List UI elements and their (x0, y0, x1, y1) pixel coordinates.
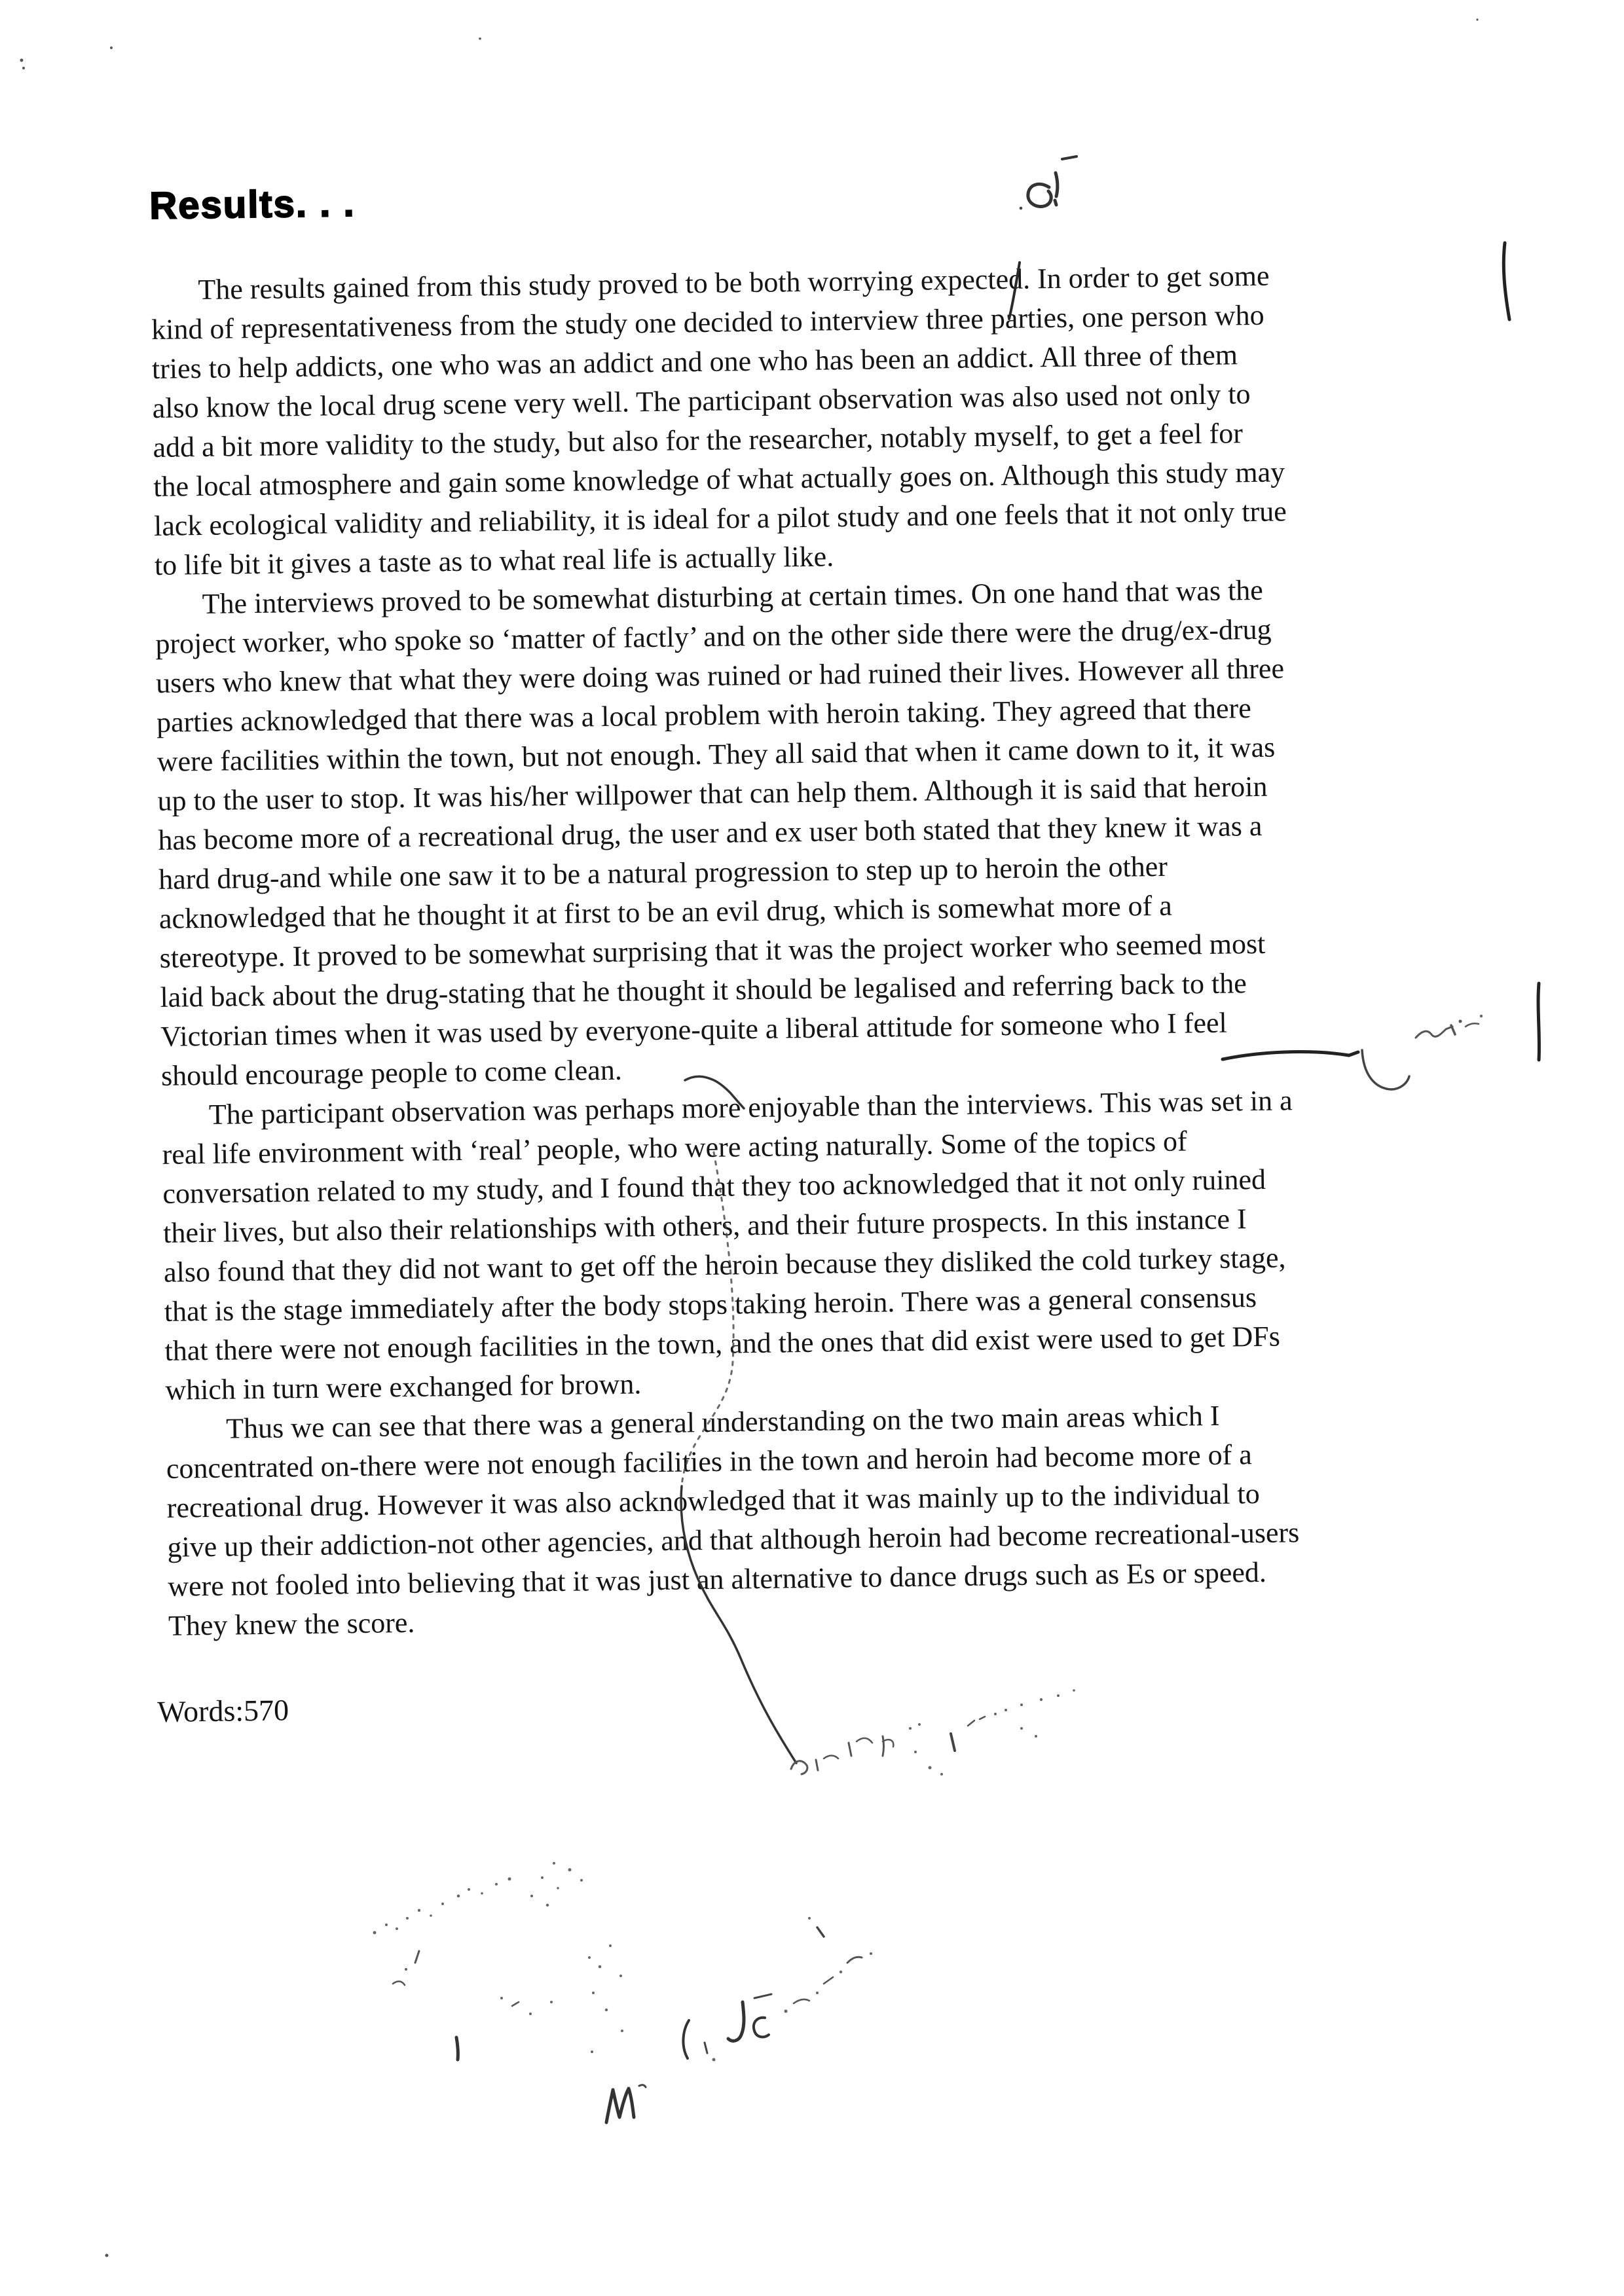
text-line: Thus we can see that there was a general understanding on the two main areas which I (225, 1399, 1220, 1445)
scan-corner-nick (0, 0, 10, 8)
pencil-mark-top-icon (1020, 156, 1077, 210)
text-line: give up their addiction-not other agencies, and that although heroin had become recreational-users (167, 1516, 1300, 1563)
text-line: project worker, who spoke so ‘matter of factly’ and on the other side there were the drug/ex-drug (155, 613, 1272, 660)
text-line: to life bit it gives a taste as to what real life is actually like. (154, 540, 834, 581)
text-line: lack ecological validity and reliability, it is ideal for a pilot study and one feels that it not only true (153, 495, 1287, 542)
text-line: stereotype. It proved to be somewhat surprising that it was the project worker who seemed most (159, 927, 1266, 974)
text-line: has become more of a recreational drug, the user and ex user both stated that they knew it was a (158, 809, 1263, 856)
text-line: laid back about the drug-stating that he thought it should be legalised and referring back to the (160, 967, 1247, 1013)
text-line: hard drug-and while one saw it to be a natural progression to step up to heroin the other (158, 850, 1168, 896)
text-line: that is the stage immediately after the body stops taking heroin. There was a general consensus (164, 1281, 1257, 1328)
text-line: Victorian times when it was used by everyone-quite a liberal attitude for someone who I feel (160, 1006, 1227, 1053)
word-count: Words:570 (157, 1693, 289, 1728)
paragraph (161, 1078, 1540, 1410)
text-line: conversation related to my study, and I found that they too acknowledged that it not only ruined (162, 1163, 1266, 1210)
paragraph (151, 253, 1530, 585)
pencil-scribbles-mid (791, 1689, 1075, 1776)
text-line: The interviews proved to be somewhat disturbing at certain times. On one hand that was the (202, 574, 1264, 621)
text-line: users who knew that what they were doing was ruined or had ruined their lives. However all three (155, 652, 1285, 699)
text-line: kind of representativeness from the study one decided to interview three parties, one person who (151, 299, 1264, 346)
text-line: The participant observation was perhaps more enjoyable than the interviews. This was set in a (208, 1084, 1293, 1131)
text-line: real life environment with ‘real’ people, who were acting naturally. Some of the topics of (162, 1125, 1187, 1171)
text-line: which in turn were exchanged for brown. (165, 1368, 642, 1406)
text-line: acknowledged that he thought it at first to be an evil drug, which is somewhat more of a (158, 889, 1173, 935)
paragraph (166, 1392, 1544, 1645)
text-line: were not fooled into believing that it was just an alternative to dance drugs such as Es or speed. (167, 1556, 1267, 1603)
text-line: add a bit more validity to the study, but also for the researcher, notably myself, to get a feel for (153, 417, 1244, 464)
text-line: tries to help addicts, one who was an addict and one who has been an addict. All three of them (151, 338, 1238, 385)
text-line: concentrated on-there were not enough facilities in the town and heroin had become more of a (166, 1438, 1253, 1485)
text-line: up to the user to stop. It was his/her willpower that can help them. Although it is said that heroin (157, 770, 1268, 817)
text-line: They knew the score. (168, 1606, 415, 1642)
page-title: Results. . . (149, 181, 356, 227)
pencil-w-mark (606, 2088, 634, 2123)
text-line: should encourage people to come clean. (160, 1053, 623, 1092)
text-line: The results gained from this study proved to be both worrying expected. In order to get some (198, 259, 1270, 306)
essay-body (151, 253, 1543, 1646)
margin-tick-mid (1538, 983, 1539, 1060)
pencil-scribbles-bottom (373, 1862, 873, 2123)
paragraph (155, 567, 1536, 1095)
text-line: also found that they did not want to get off the heroin because they disliked the cold turkey stage, (163, 1241, 1286, 1288)
text-line: were facilities within the town, but not enough. They all said that when it came down to it, it was (157, 731, 1276, 778)
text-line: the local atmosphere and gain some knowledge of what actually goes on. Although this study may (153, 456, 1285, 503)
text-line: recreational drug. However it was also acknowledged that it was mainly up to the individual to (166, 1477, 1261, 1524)
text-line: also know the local drug scene very well. The participant observation was also used not only to (152, 378, 1251, 424)
text-line: their lives, but also their relationships with others, and their future prospects. In this instance I (162, 1203, 1247, 1249)
text-line: parties acknowledged that there was a local problem with heroin taking. They agreed that there (156, 692, 1251, 738)
text-line: that there were not enough facilities in the town, and the ones that did exist were used to get DFs (164, 1320, 1281, 1367)
